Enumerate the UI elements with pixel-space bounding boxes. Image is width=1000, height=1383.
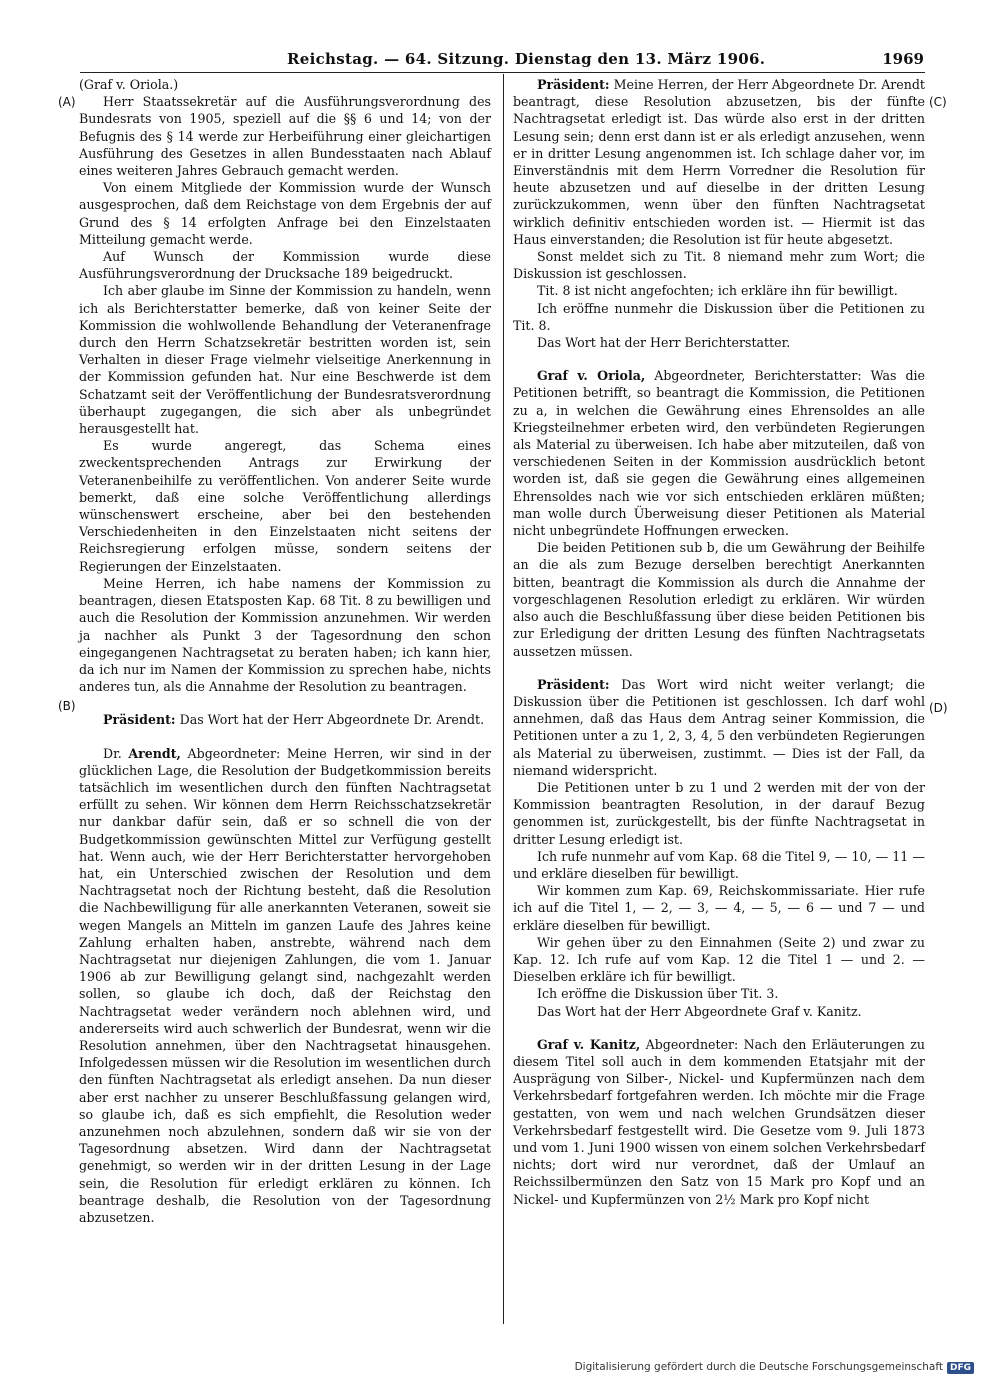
paragraph: Sonst meldet sich zu Tit. 8 niemand mehr zum Wort; die Diskussion ist geschlossen. (513, 249, 925, 282)
paragraph: Tit. 8 ist nicht angefochten; ich erkläre ihn für bewilligt. (537, 283, 898, 299)
speech-paragraph (513, 676, 925, 779)
margin-mark-a: (A) (58, 95, 76, 109)
paragraph: Wir kommen zum Kap. 69, Reichskommissariate. Hier rufe ich auf die Titel 1, — 2, — 3, — 4, — 5, — 6 — und 7 — und erkläre dieselben für bewilligt. (513, 883, 925, 933)
speech-text: Abgeordneter: Nach den Erläuterungen zu diesem Titel soll auch in dem kommenden Etatsjahr mit der Ausprägung von Silber-, Nickel- und Kupfermünzen nach dem Verkehrsbedarf fortgefahren werden. Ich möchte mir die Frage gestatten, von wem und nach welchen Grundsätzen dieser Verkehrsbedarf festgestellt wird. Die Gesetze vom 9. Juli 1873 und vom 1. Juni 1900 wissen von einem solchen Verkehrsbedarf nichts; dort wird nur verordnet, daß der Umlauf an Reichssilbermünzen den Satz von 15 Mark pro Kopf und an Nickel- und Kupfermünzen von 2½ Mark pro Kopf nicht (513, 1036, 925, 1207)
right-column (513, 76, 925, 1208)
speech-text: Das Wort hat der Herr Abgeordnete Dr. Arendt. (175, 712, 485, 728)
page-number: 1969 (882, 50, 924, 68)
margin-mark-c: (C) (929, 95, 947, 109)
running-title: Reichstag. — 64. Sitzung. Dienstag den 13. März 1906. (287, 50, 766, 68)
speaker-name: Präsident: (103, 712, 176, 728)
paragraph: Wir gehen über zu den Einnahmen (Seite 2) und zwar zu Kap. 12. Ich rufe auf vom Kap. 12 die Titel 1 — und 2. — Dieselben erkläre ich für bewilligt. (513, 934, 925, 985)
paragraph: Ich eröffne die Diskussion über Tit. 3. (537, 986, 779, 1002)
funding-footer (575, 1361, 974, 1374)
speech-text: Meine Herren, der Herr Abgeordnete Dr. Arendt beantragt, diese Resolution abzusetzen, bis der fünfte Nachtragsetat erledigt ist. Das würde also erst in der dritten Lesung sein; denn erst dann ist er als erledigt anzusehen, wenn er in dritter Lesung angenommen ist. Ich schlage daher vor, im Einverständnis mit dem Herrn Vorredner die Resolution für heute abzusetzen und auf dieselbe in der dritten Lesung zurückzukommen, wenn über den fünften Nachtragsetat wirklich definitiv entschieden worden ist. — Hiermit ist das Haus einverstanden; die Resolution ist für heute abgesetzt. (513, 77, 925, 247)
speaker-name: Präsident: (537, 676, 610, 692)
page-header (82, 50, 924, 74)
paragraph: Von einem Mitgliede der Kommission wurde der Wunsch ausgesprochen, daß dem Reichstage von dem Ergebnis der auf Grund des § 14 erfolgten Anfrage bei den Einzelstaaten Mitteilung gemacht werde. (79, 180, 491, 247)
speech-text: Abgeordneter: Meine Herren, wir sind in der glücklichen Lage, die Resolution der Budgetkommission bereits tatsächlich im wesentlichen durch den fünften Nachtragsetat erfüllt zu sehen. Wir können dem Herrn Reichsschatzsekretär nur dankbar dafür sein, daß er so schnell die von der Budgetkommission gewünschten Mittel zur Verfügung gestellt hat. Wenn auch, wie der Herr Berichterstatter hervorgehoben hat, ein Unterschied zwischen der Resolution und dem Nachtragsetat noch der Richtung besteht, daß die Resolution die Nachbewilligung für alle anerkannten Veteranen, soweit sie wegen Mangels an Mitteln im ganzen Laufe des Jahres keine Zahlung erhalten haben, anstrebte, während nach dem Nachtragsetat nur diejenigen Zahlungen, die vom 1. Januar 1906 ab zur Bewilligung gelangt sind, nachgezahlt werden sollen, so glaube ich doch, daß der Reichstag den Nachtragsetat weder verändern noch ablehnen wird, und andererseits wird auch schwerlich der Bundesrat, wenn wir die Resolution annehmen, über den Nachtragsetat hinausgehen. Infolgedessen müssen wir die Resolution im wesentlichen durch den fünften Nachtragsetat als erledigt ansehen. Da nun dieser aber erst nachher zu unserer Beschlußfassung gelangen wird, so glaube ich, daß es sich empfiehlt, die Resolution weder anzunehmen noch abzulehnen, sondern daß wir sie von der Tagesordnung absetzen. Wird dann der Nachtragsetat genehmigt, so werden wir in der dritten Lesung in der Lage sein, die Resolution für erledigt erklären zu können. Ich beantrage deshalb, die Resolution von der Tagesordnung abzusetzen. (79, 745, 491, 1225)
speaker-prefix: Dr. (103, 745, 129, 761)
column-divider (503, 74, 504, 1324)
speech-text: Abgeordneter, Berichterstatter: Was die Petitionen betrifft, so beantragt die Kommission, die Petitionen zu a, in welchen die Gewährung eines Ehrensoldes an alle Kriegsteilnehmer erbeten wird, den verbündeten Regierungen als Material zu überweisen. Ich habe aber mitzuteilen, daß von verschiedenen Seiten in der Kommission ausdrücklich betont worden ist, daß sie gegen die Gewährung eines allgemeinen Ehrensoldes nach wie vor sich entschieden erklären müßten; man wolle durch Überweisung dieser Petitionen als Material nicht unbegründete Hoffnungen erwecken. (513, 368, 925, 539)
header-rule (80, 72, 925, 73)
paragraph: Das Wort hat der Herr Abgeordnete Graf v. Kanitz. (537, 1003, 862, 1019)
paragraph: Auf Wunsch der Kommission wurde diese Ausführungsverordnung der Drucksache 189 beigedruckt. (79, 249, 491, 282)
speaker-name: Graf v. Kanitz, (537, 1036, 641, 1052)
paragraph: Es wurde angeregt, das Schema eines zweckentsprechenden Antrags zur Erwirkung der Veteranenbeihilfe zu veröffentlichen. Von anderer Seite wurde bemerkt, daß eine solche Veröffentlichung allerdings wünschenswert erscheine, aber bei den bestehenden Verschiedenheiten in den Einzelstaaten nicht seitens der Reichsregierung erfolgen müsse, sondern seitens der Regierungen der Einzelstaaten. (79, 438, 491, 574)
paragraph: Die beiden Petitionen sub b, die um Gewährung der Beihilfe an die als zum Bezuge derselben berechtigt Anerkannten bitten, beantragt die Kommission als durch die Annahme der vorgeschlagenen Resolution erledigt zu erklären. Wir würden also auch die Beschlußfassung über diese beiden Petitionen bis zur Erledigung der dritten Lesung des fünften Nachtragsetats aussetzen müssen. (513, 540, 925, 659)
speaker-name: Präsident: (537, 77, 610, 92)
speaker-name: Graf v. Oriola, (537, 368, 646, 384)
speech-paragraph (513, 1036, 925, 1208)
speech-text: Das Wort wird nicht weiter verlangt; die Diskussion über die Petitionen ist geschlossen. Ich darf wohl annehmen, daß das Haus dem Antrag seiner Kommission, die Petitionen unter a zu 1, 2, 3, 4, 5 den verbündeten Regierungen als Material zu überweisen, zustimmt. — Dies ist der Fall, da niemand widerspricht. (513, 676, 925, 778)
paragraph: Die Petitionen unter b zu 1 und 2 werden mit der von der Kommission beantragten Resolution, in der darauf Bezug genommen ist, zurückgestellt, bis der fünfte Nachtragsetat in dritter Lesung erledigt ist. (513, 779, 925, 847)
paragraph: Ich eröffne nunmehr die Diskussion über die Petitionen zu Tit. 8. (513, 300, 925, 333)
speech-paragraph (79, 711, 491, 728)
paragraph: Meine Herren, ich habe namens der Kommission zu beantragen, diesen Etatsposten Kap. 68 Tit. 8 zu bewilligen und auch die Resolution der Kommission anzunehmen. Wir werden ja nachher als Punkt 3 der Tagesordnung den schon eingegangenen Nachtragsetat zu beraten haben; ich kann hier, da ich nur im Namen der Kommission zu sprechen habe, nichts anderes tun, als die Annahme der Resolution zu beantragen. (79, 575, 491, 695)
dfg-logo: DFG (947, 1362, 974, 1374)
funding-note: Digitalisierung gefördert durch die Deutsche Forschungsgemeinschaft (574, 1361, 943, 1373)
paragraph: Ich aber glaube im Sinne der Kommission zu handeln, wenn ich als Berichterstatter bemerke, daß von keiner Seite der Kommission die wohlwollende Behandlung der Veteranenfrage durch den Herrn Schatzsekretär bestritten worden ist, sein Verhalten in dieser Frage vielmehr vielseitige Anerkennung in der Kommission gefunden hat. Nur eine Beschwerde ist dem Schatzamt seit der Veröffentlichung der Bundesratsverordnung überhaupt zugegangen, die sich aber als unbegründet herausgestellt hat. (79, 283, 491, 437)
paragraph: Herr Staatssekretär auf die Ausführungsverordnung des Bundesrats von 1905, speziell auf die §§ 6 und 14; von der Befugnis des § 14 werde zur Herbeiführung einer gleichartigen Ausführung des Gesetzes in allen Bundesstaaten nach Ablauf eines weiteren Jahres Gebrauch gemacht werden. (79, 94, 491, 179)
speech-paragraph (513, 367, 925, 539)
speech-paragraph (513, 76, 925, 248)
left-column (79, 76, 491, 1226)
speech-paragraph (79, 745, 491, 1227)
speaker-continuation: (Graf v. Oriola.) (79, 77, 179, 92)
speaker-name: Arendt, (128, 745, 181, 761)
paragraph: Das Wort hat der Herr Berichterstatter. (537, 335, 791, 351)
paragraph: Ich rufe nunmehr auf vom Kap. 68 die Titel 9, — 10, — 11 — und erkläre dieselben für bewilligt. (513, 848, 925, 881)
margin-mark-b: (B) (58, 699, 76, 713)
margin-mark-d: (D) (929, 701, 948, 715)
